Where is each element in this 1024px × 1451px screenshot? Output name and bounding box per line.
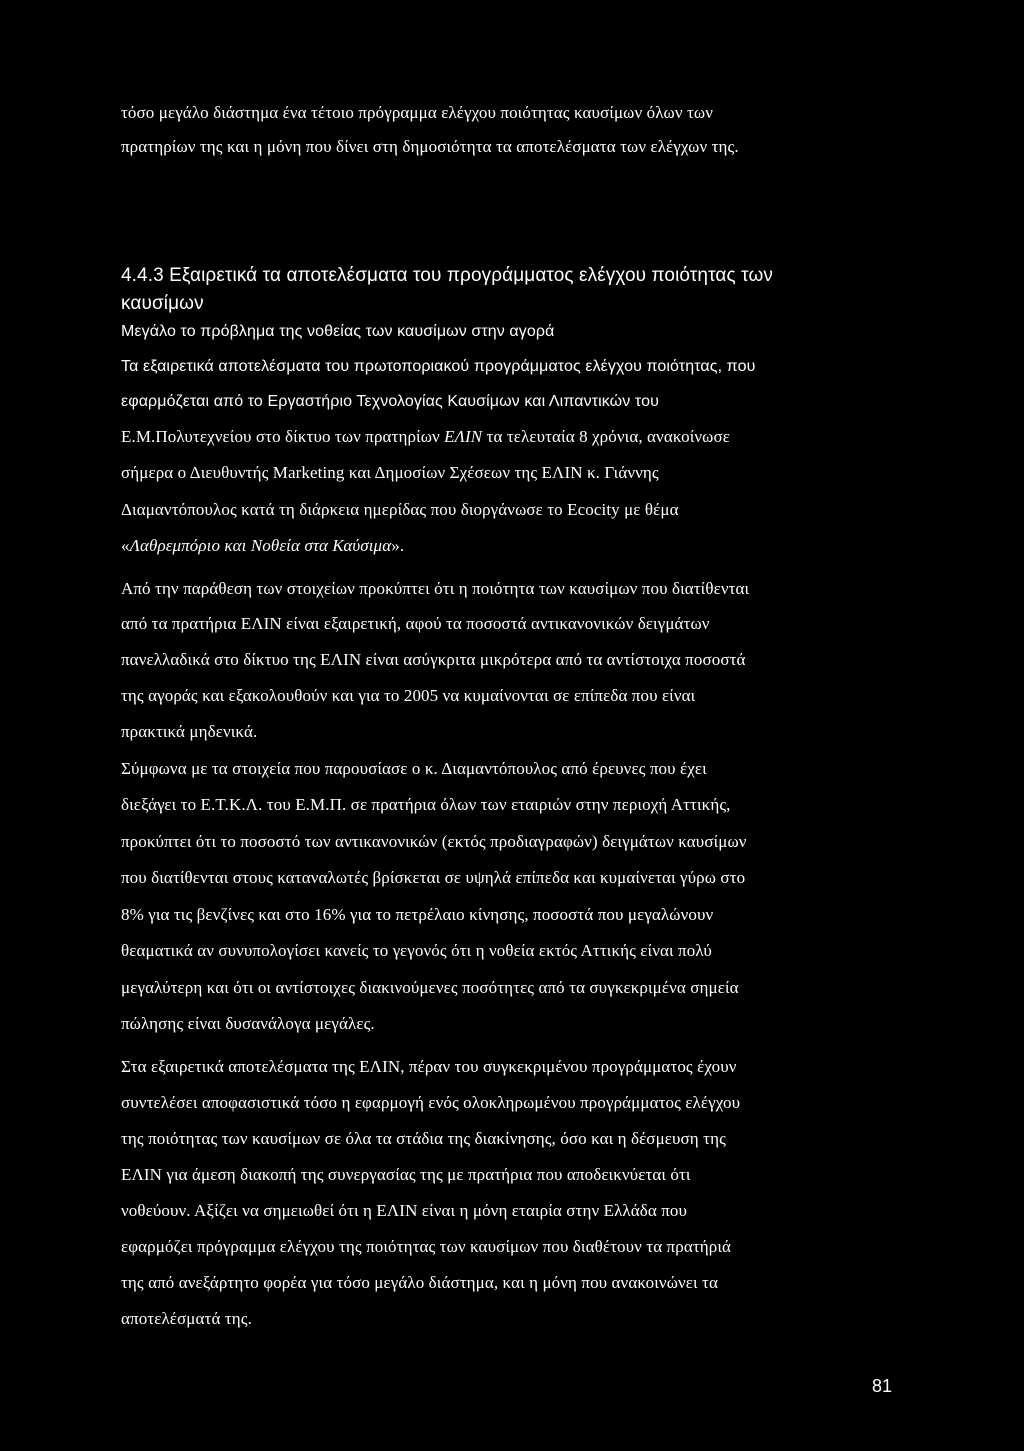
section-subheading: Μεγάλο το πρόβλημα της νοθείας των καυσίμων στην αγορά (121, 323, 555, 340)
para1-line-3: Διαμαντόπουλος κατά τη διάρκεια ημερίδας που διοργάνωσε το Ecocity με θέμα (121, 500, 679, 519)
page-number: 81 (872, 1376, 893, 1396)
para3-line-3: προκύπτει ότι το ποσοστό των αντικανονικών (εκτός προδιαγραφών) δειγμάτων καυσίμων (121, 832, 747, 851)
para1-line-1-a: Ε.Μ.Πολυτεχνείου στο δίκτυο των πρατηρίων (121, 427, 445, 446)
para3-line-8: πώλησης είναι δυσανάλογα μεγάλες. (121, 1014, 375, 1033)
para4-line-5: νοθεύουν. Αξίζει να σημειωθεί ότι η ΕΛΙΝ είναι η μόνη εταιρία στην Ελλάδα που (121, 1201, 688, 1220)
para3-line-1: Σύμφωνα με τα στοιχεία που παρουσίασε ο κ. Διαμαντόπουλος από έρευνες που έχει (121, 759, 707, 778)
para4-line-7: της από ανεξάρτητο φορέα για τόσο μεγάλο διάστημα, και η μόνη που ανακοινώνει τα (121, 1273, 718, 1292)
para4-line-1: Στα εξαιρετικά αποτελέσματα της ΕΛΙΝ, πέραν του συγκεκριμένου προγράμματος έχουν (121, 1057, 737, 1076)
para4-line-8: αποτελέσματά της. (121, 1309, 252, 1328)
para1-line-4-c: ». (391, 536, 405, 555)
para1-line-4 (121, 536, 404, 556)
section-sans-line-1: Τα εξαιρετικά αποτελέσματα του πρωτοποριακού προγράμματος ελέγχου ποιότητας, που (121, 358, 756, 375)
para1-line-4-b: Λαθρεμπόριο και Νοθεία στα Καύσιμα (129, 536, 392, 555)
section-heading-line-2: καυσίμων (121, 293, 204, 314)
section-heading-line-1: 4.4.3 Εξαιρετικά τα αποτελέσματα του προγράμματος ελέγχου ποιότητας των (121, 265, 774, 286)
para1-line-2: σήμερα ο Διευθυντής Marketing και Δημοσίων Σχέσεων της ΕΛΙΝ κ. Γιάννης (121, 463, 659, 482)
para3-line-7: μεγαλύτερη και ότι οι αντίστοιχες διακινούμενες ποσότητες από τα συγκεκριμένα σημεία (121, 978, 739, 997)
para4-line-6: εφαρμόζει πρόγραμμα ελέγχου της ποιότητας των καυσίμων που διαθέτουν τα πρατήριά (121, 1237, 732, 1256)
para2-line-3: πανελλαδικά στο δίκτυο της ΕΛΙΝ είναι ασύγκριτα μικρότερα από τα αντίστοιχα ποσοστά (121, 650, 746, 669)
para2-line-4: της αγοράς και εξακολουθούν και για το 2005 να κυμαίνονται σε επίπεδα που είναι (121, 686, 696, 705)
para1-line-4-a: « (121, 536, 130, 555)
para4-line-3: της ποιότητας των καυσίμων σε όλα τα στάδια της διακίνησης, όσο και η δέσμευση της (121, 1129, 726, 1148)
para3-line-2: διεξάγει το Ε.Τ.Κ.Λ. του Ε.Μ.Π. σε πρατήρια όλων των εταιριών στην περιοχή Αττικής, (121, 795, 731, 814)
intro-line-2: πρατηρίων της και η μόνη που δίνει στη δημοσιότητα τα αποτελέσματα των ελέγχων της. (121, 137, 739, 156)
para3-line-4: που διατίθενται στους καταναλωτές βρίσκεται σε υψηλά επίπεδα και κυμαίνεται γύρω στο (121, 868, 746, 887)
para2-line-5: πρακτικά μηδενικά. (121, 722, 258, 741)
para3-line-5: 8% για τις βενζίνες και στο 16% για το πετρέλαιο κίνησης, ποσοστά που μεγαλώνουν (121, 905, 714, 924)
para1-line-1-c: τα τελευταία 8 χρόνια, ανακοίνωσε (482, 427, 730, 446)
para4-line-4: ΕΛΙΝ για άμεση διακοπή της συνεργασίας της με πρατήρια που αποδεικνύεται ότι (121, 1165, 691, 1184)
para3-line-6: θεαματικά αν συνυπολογίσει κανείς το γεγονός ότι η νοθεία εκτός Αττικής είναι πολύ (121, 941, 712, 960)
para2-line-1: Από την παράθεση των στοιχείων προκύπτει ότι η ποιότητα των καυσίμων που διατίθενται (121, 579, 750, 598)
para2-line-2: από τα πρατήρια ΕΛΙΝ είναι εξαιρετική, αφού τα ποσοστά αντικανονικών δειγμάτων (121, 614, 710, 633)
para1-line-1 (121, 427, 730, 447)
section-sans-line-2: εφαρμόζεται από το Εργαστήριο Τεχνολογίας Καυσίμων και Λιπαντικών του (121, 393, 659, 410)
para1-line-1-b: ΕΛΙΝ (444, 427, 483, 446)
para4-line-2: συντελέσει αποφασιστικά τόσο η εφαρμογή ενός ολοκληρωμένου προγράμματος ελέγχου (121, 1093, 741, 1112)
intro-line-1: τόσο μεγάλο διάστημα ένα τέτοιο πρόγραμμα ελέγχου ποιότητας καυσίμων όλων των (121, 103, 713, 122)
